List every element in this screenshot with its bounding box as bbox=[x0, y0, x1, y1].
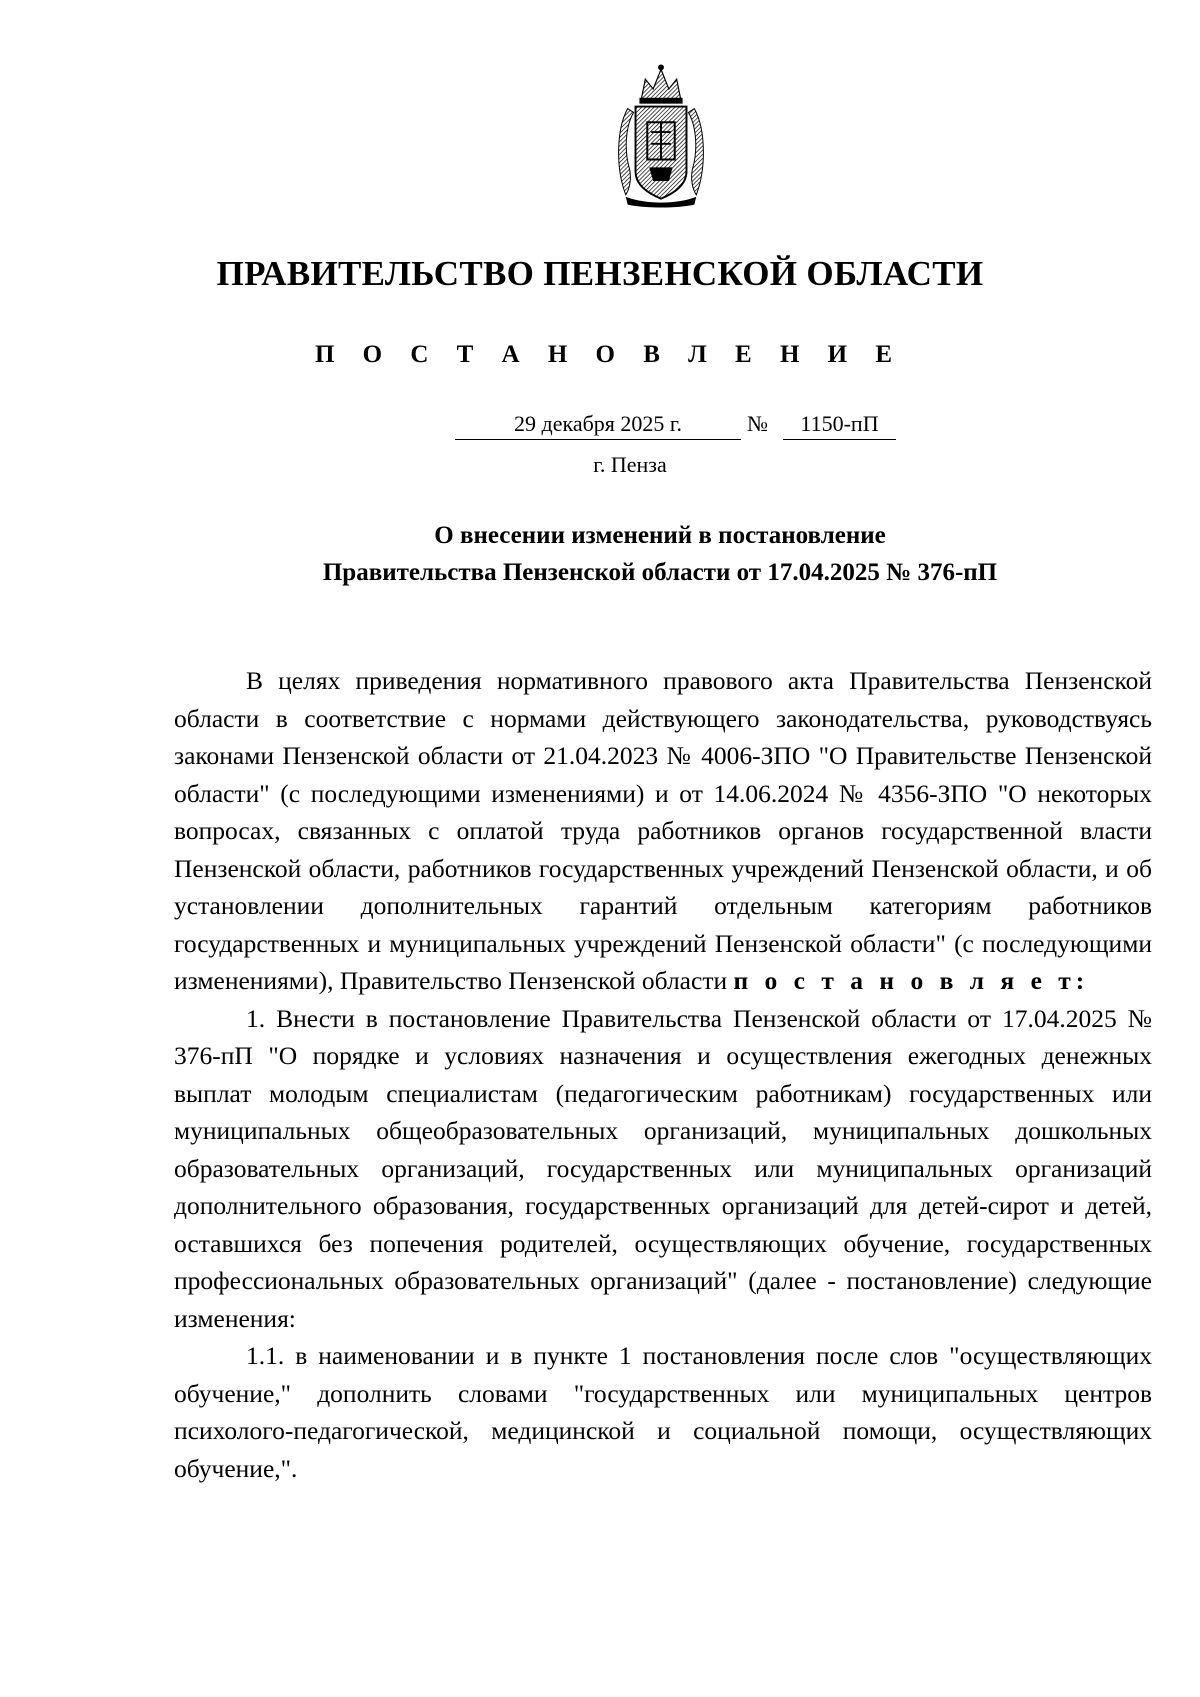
preamble-text: В целях приведения нормативного правового акта Правительства Пензенской области в соответствие с нормами действующего законодательства, руководствуясь законами Пензенской области от 21.04.2023 № 4006-ЗПО "О Правительстве Пензенской области" (с последующими изменениями) и от 14.06.2024 № 4356-ЗПО "О некоторых вопросах, связанных с оплатой труда работников органов государственной власти Пензенской области, работников государственных учреждений Пензенской области, и об установлении дополнительных гарантий отдельным категориям работников государственных и муниципальных учреждений Пензенской области" (с последующими изменениями), Правительство Пензенской области bbox=[174, 666, 1152, 995]
document-subject bbox=[200, 517, 1120, 591]
document-type: П О С Т А Н О В Л Е Н И Е bbox=[314, 341, 904, 368]
subject-line-1: О внесении изменений в постановление bbox=[434, 522, 886, 549]
document-city: г. Пенза bbox=[593, 452, 667, 477]
coat-of-arms-icon bbox=[612, 60, 710, 210]
item-1-paragraph: 1. Внести в постановление Правительства Пензенской области от 17.04.2025 № 376-пП "О порядке и условиях назначения и осуществления ежегодных денежных выплат молодым специалистам (педагогическим работникам) государственных или муниципальных общеобразовательных организаций, муниципальных дошкольных образовательных организаций, государственных или муниципальных организаций дополнительного образования, государственных организаций для детей-сирот и детей, оставшихся без попечения родителей, осуществляющих обучение, государственных профессиональных образовательных организаций" (далее - постановление) следующие изменения: bbox=[174, 1003, 1152, 1333]
number-sign: № bbox=[747, 411, 768, 436]
document-date: 29 декабря 2025 г. bbox=[455, 410, 741, 440]
preamble-paragraph bbox=[174, 662, 1152, 1000]
subject-line-2: Правительства Пензенской области от 17.04.2025 № 376-пП bbox=[322, 559, 998, 586]
decree-word: п о с т а н о в л я е т: bbox=[733, 966, 1090, 995]
document-number: 1150-пП bbox=[783, 410, 896, 440]
document-body bbox=[174, 662, 1152, 1487]
organization-title: ПРАВИТЕЛЬСТВО ПЕНЗЕНСКОЙ ОБЛАСТИ bbox=[216, 254, 984, 293]
item-1-1-paragraph: 1.1. в наименовании и в пункте 1 постановления после слов "осуществляющих обучение," дополнить словами "государственных или муниципальных центров психолого-педагогической, медицинской и социальной помощи, осуществляющих обучение,". bbox=[174, 1341, 1152, 1483]
